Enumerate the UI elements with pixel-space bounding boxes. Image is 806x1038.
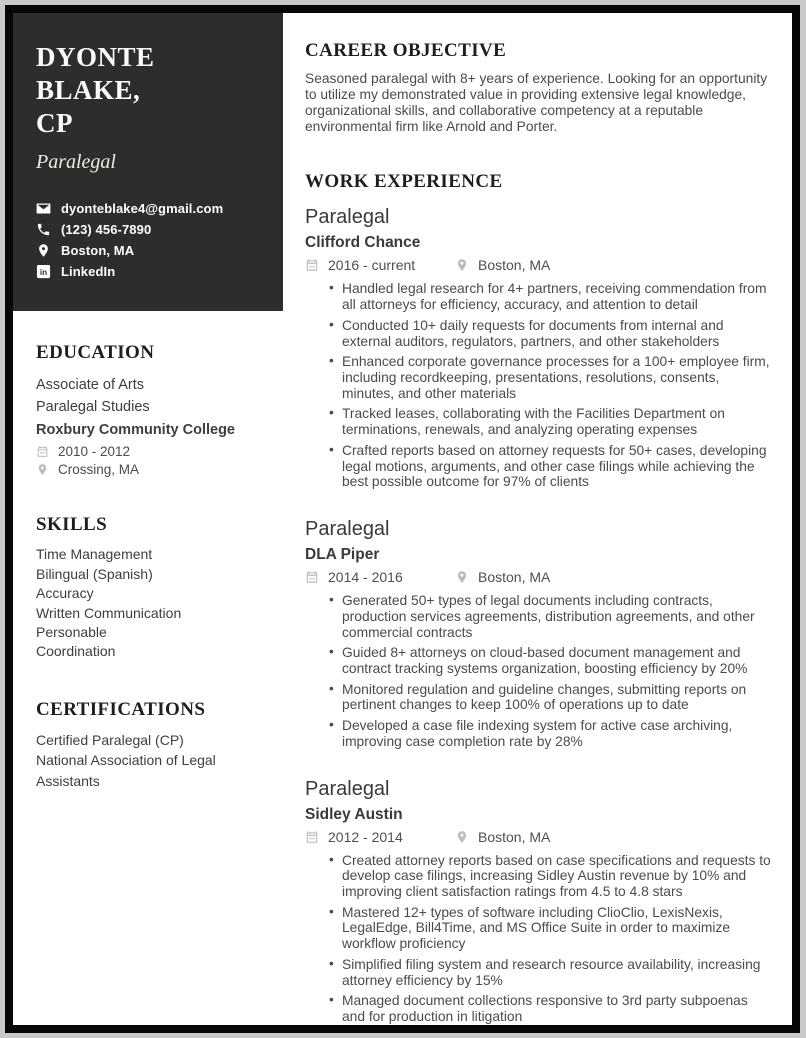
candidate-name-line2: CP bbox=[36, 107, 73, 138]
career-objective-section bbox=[305, 40, 772, 134]
contact-row-phone bbox=[36, 222, 265, 237]
job-entry bbox=[305, 778, 772, 1025]
job-bullet: • Tracked leases, collaborating with the Facilities Department on terminations, renewals, and analyzing operating expenses bbox=[329, 406, 772, 437]
job-dates: 2016 - current bbox=[328, 257, 416, 274]
job-bullet: • Created attorney reports based on case specifications and requests to develop case filings, increasing Sidley Austin revenue by 10% and improving client satisfaction ratings from 4.5 to 4.8 stars bbox=[329, 853, 772, 900]
contact-row-email bbox=[36, 201, 265, 216]
education-dates-row bbox=[36, 444, 267, 459]
skill-item: Personable bbox=[36, 624, 107, 641]
contact-linkedin-text: LinkedIn bbox=[61, 263, 116, 279]
skill-item: Time Management bbox=[36, 546, 153, 563]
work-experience-heading: WORK EXPERIENCE bbox=[305, 171, 503, 193]
job-location: Boston, MA bbox=[478, 569, 551, 586]
job-bullet: • Guided 8+ attorneys on cloud-based document management and contract tracking systems organization, boosting efficiency by 20% bbox=[329, 645, 772, 676]
job-bullet: • Mastered 12+ types of software including ClioClio, LexisNexis, LegalEdge, Bill4Time, and MS Office Suite in order to maximize workflow proficiency bbox=[329, 905, 772, 952]
candidate-name bbox=[36, 41, 265, 140]
certifications-section bbox=[13, 699, 283, 791]
job-bullet-list bbox=[329, 281, 772, 490]
job-dates: 2014 - 2016 bbox=[328, 569, 403, 586]
calendar-icon bbox=[305, 570, 319, 584]
phone-icon bbox=[36, 222, 51, 237]
candidate-name-line1: DYONTE BLAKE, bbox=[36, 42, 155, 105]
job-bullet: • Monitored regulation and guideline changes, submitting reports on pertinent changes to keep 100% of operations up to date bbox=[329, 682, 772, 713]
job-location: Boston, MA bbox=[478, 828, 551, 845]
job-bullet: • Developed a case file indexing system for active case archiving, improving case completion rate by 28% bbox=[329, 718, 772, 749]
resume-page bbox=[5, 5, 800, 1033]
job-meta bbox=[305, 569, 772, 585]
calendar-icon bbox=[36, 445, 49, 458]
contact-row-linkedin[interactable] bbox=[36, 264, 265, 279]
calendar-icon bbox=[305, 258, 319, 272]
education-heading: EDUCATION bbox=[36, 341, 155, 363]
job-dates: 2012 - 2014 bbox=[328, 828, 403, 845]
linkedin-icon bbox=[36, 264, 51, 279]
education-location-row bbox=[36, 462, 267, 477]
job-meta bbox=[305, 829, 772, 845]
education-location: Crossing, MA bbox=[58, 462, 140, 478]
job-bullet: • Simplified filing system and research resource availability, increasing attorney efficiency by 15% bbox=[329, 957, 772, 988]
job-meta bbox=[305, 257, 772, 273]
job-dates-row bbox=[305, 569, 455, 585]
certification-item: Certified Paralegal (CP) bbox=[36, 731, 184, 748]
certification-item: National Association of Legal Assistants bbox=[36, 752, 216, 789]
contact-phone-text: (123) 456-7890 bbox=[61, 221, 152, 237]
skill-item: Coordination bbox=[36, 643, 116, 660]
job-title: Paralegal bbox=[305, 518, 390, 541]
job-entry bbox=[305, 206, 772, 490]
job-bullet: • Generated 50+ types of legal documents including contracts, production services agreements, distribution agreements, and other commercial contracts bbox=[329, 593, 772, 640]
career-objective-text: Seasoned paralegal with 8+ years of experience. Looking for an opportunity to utilize my demonstrated value in providing extensive legal knowledge, organizational skills, and collaborative competency at a reputable environmental firm like Arnold and Porter. bbox=[305, 71, 768, 134]
job-bullet-list bbox=[329, 853, 772, 1025]
education-degree: Associate of Arts bbox=[36, 376, 144, 393]
skill-item: Accuracy bbox=[36, 585, 94, 602]
location-pin-icon bbox=[455, 258, 469, 272]
skill-item: Bilingual (Spanish) bbox=[36, 565, 153, 582]
job-location-row bbox=[455, 829, 550, 845]
job-company: DLA Piper bbox=[305, 546, 380, 564]
skill-item: Written Communication bbox=[36, 604, 182, 621]
location-icon bbox=[36, 243, 51, 258]
location-pin-icon bbox=[455, 830, 469, 844]
job-title: Paralegal bbox=[305, 206, 390, 229]
job-bullet: • Enhanced corporate governance processes for a 100+ employee firm, including recordkeeping, presentations, resolutions, consents, minutes, and other materials bbox=[329, 354, 772, 401]
education-school: Roxbury Community College bbox=[36, 421, 235, 438]
skills-heading: SKILLS bbox=[36, 514, 108, 536]
header-block bbox=[13, 13, 283, 311]
job-bullet: • Managed document collections responsive to 3rd party subpoenas and for production in litigation bbox=[329, 993, 772, 1024]
work-experience-section bbox=[305, 171, 772, 1024]
job-dates-row bbox=[305, 257, 455, 273]
career-objective-heading: CAREER OBJECTIVE bbox=[305, 40, 507, 61]
job-location-row bbox=[455, 257, 550, 273]
job-company: Clifford Chance bbox=[305, 234, 421, 252]
location-pin-icon bbox=[36, 463, 49, 476]
svg-text:in: in bbox=[39, 267, 48, 277]
job-bullet-list bbox=[329, 593, 772, 749]
job-bullet: • Conducted 10+ daily requests for documents from internal and external auditors, regulators, partners, and other stakeholders bbox=[329, 318, 772, 349]
education-dates: 2010 - 2012 bbox=[58, 444, 131, 460]
job-bullet: • Handled legal research for 4+ partners, receiving commendation from all attorneys for efficiency, accuracy, and attention to detail bbox=[329, 281, 772, 312]
email-icon bbox=[36, 201, 51, 216]
certifications-list bbox=[36, 730, 267, 791]
sidebar bbox=[13, 13, 283, 1025]
job-bullet: • Crafted reports based on attorney requests for 50+ cases, developing legal motions, arguments, and other case filings while achieving the best possible outcome for 97% of clients bbox=[329, 443, 772, 490]
location-pin-icon bbox=[455, 570, 469, 584]
education-section bbox=[13, 342, 283, 477]
main-column bbox=[283, 13, 792, 1025]
job-title: Paralegal bbox=[305, 777, 390, 800]
job-entry bbox=[305, 518, 772, 749]
education-field: Paralegal Studies bbox=[36, 399, 150, 416]
job-dates-row bbox=[305, 829, 455, 845]
calendar-icon bbox=[305, 830, 319, 844]
contact-row-location bbox=[36, 243, 265, 258]
job-company: Sidley Austin bbox=[305, 805, 403, 823]
certifications-heading: CERTIFICATIONS bbox=[36, 698, 206, 720]
skills-section bbox=[13, 514, 283, 662]
contact-email-text: dyonteblake4@gmail.com bbox=[61, 200, 224, 216]
candidate-role-title: Paralegal bbox=[36, 150, 116, 173]
contact-list bbox=[36, 201, 265, 279]
job-location-row bbox=[455, 569, 550, 585]
skills-list bbox=[36, 545, 267, 662]
contact-location-text: Boston, MA bbox=[61, 242, 135, 258]
job-location: Boston, MA bbox=[478, 257, 551, 274]
